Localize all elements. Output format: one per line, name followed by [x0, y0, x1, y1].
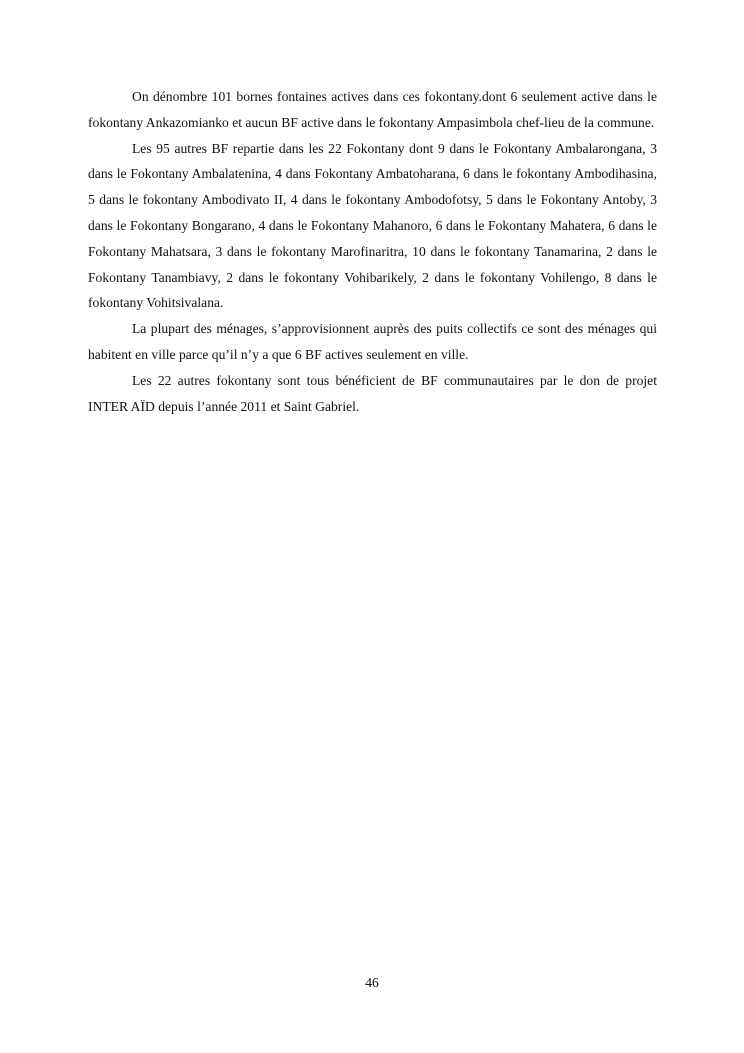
page-number: 46 [365, 975, 379, 990]
body-text [88, 84, 657, 419]
paragraph-repartition-bf: Les 95 autres BF repartie dans les 22 Fokontany dont 9 dans le Fokontany Ambalarongana, 3 dans le Fokontany Ambalatenina, 4 dans Fokontany Ambatoharana, 6 dans le fokontany Ambodihasina, 5 dans le fokontany Ambodivato II, 4 dans le fokontany Ambodofotsy, 5 dans le Fokontany Antoby, 3 dans le Fokontany Bongarano, 4 dans le Fokontany Mahanoro, 6 dans le Fokontany Mahatera, 6 dans le Fokontany Mahatsara, 3 dans le fokontany Marofinaritra, 10 dans le fokontany Tanamarina, 2 dans le Fokontany Tanambiavy, 2 dans le fokontany Vohibarikely, 2 dans le fokontany Vohilengo, 8 dans le fokontany Vohitsivalana. [88, 140, 657, 311]
paragraph-inter-aid: Les 22 autres fokontany sont tous bénéficient de BF communautaires par le don de projet INTER AÏD depuis l’année 2011 et Saint Gabriel. [88, 372, 657, 414]
paragraph-bornes-fontaines: On dénombre 101 bornes fontaines actives dans ces fokontany.dont 6 seulement active dans le fokontany Ankazomianko et aucun BF active dans le fokontany Ampasimbola chef-lieu de la commune. [88, 89, 657, 130]
paragraph-puits-collectifs: La plupart des ménages, s’approvisionnent auprès des puits collectifs ce sont des ménages qui habitent en ville parce qu’il n’y a que 6 BF actives seulement en ville. [88, 321, 657, 362]
